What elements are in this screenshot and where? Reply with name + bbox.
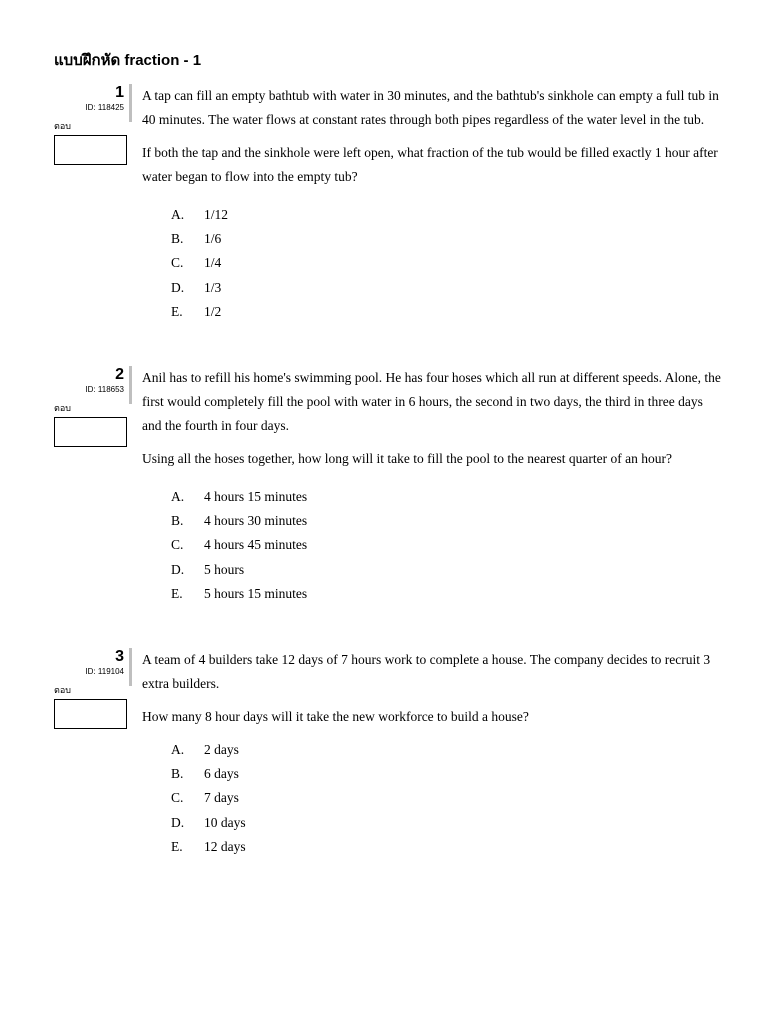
option-d[interactable] [142,811,722,835]
option-b[interactable] [142,227,722,251]
page-title: แบบฝึกหัด fraction - 1 [54,52,202,69]
option-text: 4 hours 45 minutes [204,537,308,553]
option-text: 2 days [204,742,239,757]
answer-input-box[interactable] [54,417,127,447]
option-letter: E. [171,303,183,319]
question-body [142,648,722,859]
question-divider [129,84,132,122]
option-text: 5 hours 15 minutes [204,585,308,601]
option-letter: B. [171,513,184,529]
option-text: 7 days [204,790,239,806]
option-a[interactable] [142,485,722,509]
option-text: 12 days [204,838,246,854]
options-list [142,485,722,606]
question-text: A tap can fill an empty bathtub with water in 30 minutes, and the bathtub's sinkhole can empty a full tub in 40 minutes. The water flows at constant rates through both pipes regardless of the water level in the tub. [142,88,719,127]
question-body [142,84,722,324]
option-letter: C. [171,790,184,806]
option-text: 1/3 [204,279,222,295]
option-letter: E. [171,585,183,601]
option-text: 10 days [204,814,246,830]
option-c[interactable] [142,786,722,810]
option-letter: C. [171,537,184,553]
answer-label: ตอบ [54,122,71,132]
options-list [142,738,722,859]
question-sidebar [54,84,132,204]
question-number: 1 [115,84,124,101]
question-body [142,366,722,606]
question-prompt: How many 8 hour days will it take the new workforce to build a house? [142,709,529,724]
option-d[interactable] [142,558,722,582]
option-text: 4 hours 15 minutes [204,489,308,504]
option-letter: A. [171,489,185,504]
question-divider [129,366,132,404]
option-letter: D. [171,814,185,830]
option-e[interactable] [142,300,722,324]
option-a[interactable] [142,203,722,227]
question-id: ID: 118653 [85,385,124,394]
option-text: 1/12 [204,207,229,222]
question-number: 2 [115,366,124,383]
option-e[interactable] [142,835,722,859]
option-text: 1/4 [204,255,222,271]
answer-label: ตอบ [54,686,71,696]
question-sidebar [54,648,132,768]
question-id: ID: 118425 [85,103,124,112]
option-text: 1/2 [204,303,222,319]
options-list [142,203,722,324]
option-letter: B. [171,231,184,247]
option-c[interactable] [142,533,722,557]
option-text: 6 days [204,766,239,782]
option-text: 1/6 [204,231,222,247]
option-d[interactable] [142,276,722,300]
question-text: Anil has to refill his home's swimming pool. He has four hoses which all run at different speeds. Alone, the first would completely fill the pool with water in 6 hours, the second in two days, the third in three days and the fourth in four days. [142,370,721,433]
option-e[interactable] [142,582,722,606]
answer-label: ตอบ [54,404,71,414]
question-prompt: If both the tap and the sinkhole were left open, what fraction of the tub would be filled exactly 1 hour after water began to flow into the empty tub? [142,145,718,184]
option-text: 5 hours [204,561,245,577]
question-sidebar [54,366,132,486]
option-letter: A. [171,207,185,222]
option-text: 4 hours 30 minutes [204,513,308,529]
option-letter: D. [171,279,185,295]
option-b[interactable] [142,762,722,786]
question-divider [129,648,132,686]
option-b[interactable] [142,509,722,533]
question-id: ID: 119104 [85,667,124,676]
answer-input-box[interactable] [54,699,127,729]
option-letter: B. [171,766,184,782]
question-prompt: Using all the hoses together, how long will it take to fill the pool to the nearest quarter of an hour? [142,451,672,466]
option-letter: A. [171,742,185,757]
option-a[interactable] [142,738,722,762]
option-letter: C. [171,255,184,271]
question-number: 3 [115,648,124,665]
answer-input-box[interactable] [54,135,127,165]
option-letter: D. [171,561,185,577]
question-text: A team of 4 builders take 12 days of 7 hours work to complete a house. The company decides to recruit 3 extra builders. [142,652,711,691]
option-c[interactable] [142,251,722,275]
option-letter: E. [171,838,183,854]
